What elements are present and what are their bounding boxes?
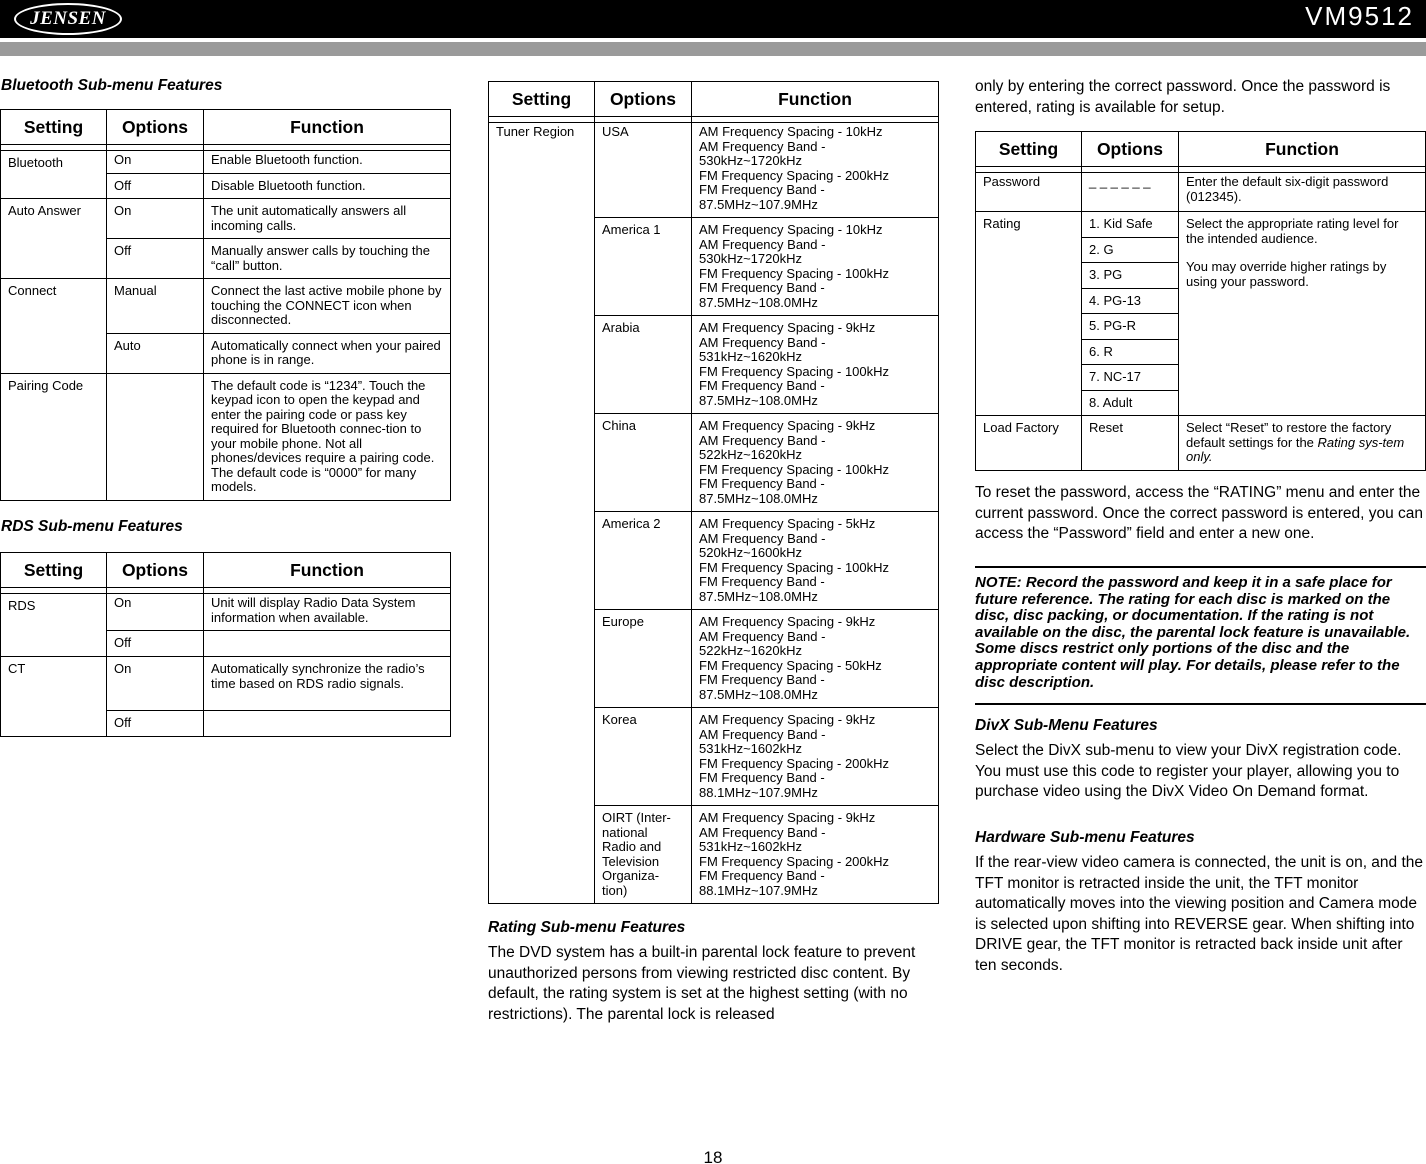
table-cell: On — [107, 657, 204, 711]
table-cell: CT — [1, 657, 107, 737]
col-setting: Setting — [1, 553, 107, 588]
table-cell: On — [107, 151, 204, 174]
table-cell: Manual — [107, 279, 204, 334]
col-function: Function — [692, 82, 939, 117]
header-stripe — [0, 42, 1426, 56]
table-cell: AM Frequency Spacing - 9kHz AM Frequency Band - 522kHz~1620kHz FM Frequency Spacing - 50kHz FM Frequency Band - 87.5MHz~108.0MHz — [692, 610, 939, 708]
table-cell: America 1 — [595, 218, 692, 316]
table-cell — [204, 711, 451, 737]
table-cell: America 2 — [595, 512, 692, 610]
table-cell: 1. Kid Safe — [1082, 212, 1179, 238]
table-cell: 6. R — [1082, 339, 1179, 365]
table-cell: USA — [595, 123, 692, 218]
bluetooth-heading: Bluetooth Sub-menu Features — [1, 77, 223, 94]
table-cell: Manually answer calls by touching the “call” button. — [204, 239, 451, 279]
load-function-text: Select “Reset” to restore the factory default settings for the — [1186, 420, 1392, 450]
table-cell: AM Frequency Spacing - 10kHz AM Frequency Band - 530kHz~1720kHz FM Frequency Spacing - 200kHz FM Frequency Band - 87.5MHz~107.9MHz — [692, 123, 939, 218]
table-cell: AM Frequency Spacing - 10kHz AM Frequency Band - 530kHz~1720kHz FM Frequency Spacing - 100kHz FM Frequency Band - 87.5MHz~108.0MHz — [692, 218, 939, 316]
table-cell: 3. PG — [1082, 263, 1179, 289]
table-cell — [107, 373, 204, 500]
table-cell: 7. NC-17 — [1082, 365, 1179, 391]
rds-heading: RDS Sub-menu Features — [1, 518, 183, 535]
table-cell: 4. PG-13 — [1082, 288, 1179, 314]
table-cell: Connect — [1, 279, 107, 374]
rating-override-text: You may override higher ratings by using your password. — [1186, 259, 1387, 289]
col-function: Function — [204, 110, 451, 145]
table-cell: Reset — [1082, 416, 1179, 471]
table-cell: Enter the default six-digit password (012345). — [1179, 173, 1426, 212]
table-cell: _ _ _ _ _ _ — [1082, 173, 1179, 212]
hardware-heading: Hardware Sub-menu Features — [975, 829, 1195, 846]
table-cell: 8. Adult — [1082, 390, 1179, 416]
table-cell: Unit will display Radio Data System information when available. — [204, 594, 451, 631]
table-cell: Enable Bluetooth function. — [204, 151, 451, 174]
table-cell: AM Frequency Spacing - 9kHz AM Frequency Band - 531kHz~1602kHz FM Frequency Spacing - 200kHz FM Frequency Band - 88.1MHz~107.9MHz — [692, 708, 939, 806]
table-cell: RDS — [1, 594, 107, 657]
col-setting: Setting — [489, 82, 595, 117]
table-cell: OIRT (Inter-national Radio and Television Organiza-tion) — [595, 806, 692, 904]
jensen-logo — [14, 3, 122, 35]
rating-function-text: Select the appropriate rating level for the intended audience. — [1186, 216, 1399, 246]
col3-intro: only by entering the correct password. Once the password is entered, rating is available for setup. — [975, 78, 1391, 116]
table-cell: Europe — [595, 610, 692, 708]
rds-table — [0, 552, 451, 737]
table-cell: AM Frequency Spacing - 9kHz AM Frequency Band - 531kHz~1602kHz FM Frequency Spacing - 200kHz FM Frequency Band - 88.1MHz~107.9MHz — [692, 806, 939, 904]
table-cell: AM Frequency Spacing - 9kHz AM Frequency Band - 522kHz~1620kHz FM Frequency Spacing - 100kHz FM Frequency Band - 87.5MHz~108.0MHz — [692, 414, 939, 512]
table-cell: Arabia — [595, 316, 692, 414]
table-cell: The default code is “1234”. Touch the keypad icon to open the keypad and enter the pairing code or pass key required for Bluetooth connec-tion to your mobile phone. Not all phones/devices require a pairing code. The default code is “0000” for many models. — [204, 373, 451, 500]
rating-heading: Rating Sub-menu Features — [488, 919, 686, 936]
table-cell: AM Frequency Spacing - 9kHz AM Frequency Band - 531kHz~1620kHz FM Frequency Spacing - 100kHz FM Frequency Band - 87.5MHz~108.0MHz — [692, 316, 939, 414]
hardware-paragraph: If the rear-view video camera is connected, the unit is on, and the TFT monitor is retracted inside the unit, the TFT monitor automatically moves into the viewing position and Camera mode is selected upon shifting into REVERSE gear. When shifting into DRIVE gear, the TFT monitor is retracted back inside unit after ten seconds. — [975, 854, 1424, 974]
table-cell: On — [107, 199, 204, 239]
table-cell — [1179, 212, 1426, 416]
table-cell: Off — [107, 173, 204, 199]
table-cell — [1179, 416, 1426, 471]
reset-paragraph: To reset the password, access the “RATING” menu and enter the current password. Once the correct password is entered, you can access the “Password” field and enter a new one. — [975, 484, 1423, 542]
table-cell: On — [107, 594, 204, 631]
table-cell: The unit automatically answers all incoming calls. — [204, 199, 451, 239]
bluetooth-table — [0, 109, 451, 501]
table-cell: 2. G — [1082, 237, 1179, 263]
table-cell: Auto — [107, 333, 204, 373]
col-setting: Setting — [1, 110, 107, 145]
rating-paragraph: The DVD system has a built-in parental lock feature to prevent unauthorized persons from viewing restricted disc content. By default, the rating system is set at the highest setting (with no restrictions). The parental lock is released — [488, 944, 916, 1023]
table-cell: China — [595, 414, 692, 512]
col-options: Options — [1082, 132, 1179, 167]
rating-table — [975, 131, 1426, 471]
col-options: Options — [107, 553, 204, 588]
header-bar — [0, 0, 1426, 38]
col-setting: Setting — [976, 132, 1082, 167]
table-cell: Automatically connect when your paired phone is in range. — [204, 333, 451, 373]
col-function: Function — [1179, 132, 1426, 167]
divx-paragraph: Select the DivX sub-menu to view your DivX registration code. You must use this code to register your player, allowing you to purchase video using the DivX Video On Demand format. — [975, 742, 1402, 800]
load-function-italic: Rating sys-tem only. — [1186, 434, 1405, 464]
note-box: NOTE: Record the password and keep it in a safe place for future reference. The rating for each disc is marked on the disc, disc packing, or documentation. If the rating is not available on the disc, the parental lock feature is unavailable. Some discs restrict only portions of the disc and the appropriate content will play. For details, please refer to the disc description. — [975, 566, 1426, 705]
table-cell: 5. PG-R — [1082, 314, 1179, 340]
table-cell: Off — [107, 239, 204, 279]
brand-name: JENSEN — [30, 8, 106, 29]
table-cell — [204, 631, 451, 657]
tuner-table — [488, 81, 939, 904]
model-number: VM9512 — [1305, 1, 1414, 31]
table-cell: Rating — [976, 212, 1082, 416]
table-cell: Disable Bluetooth function. — [204, 173, 451, 199]
table-cell: Tuner Region — [489, 123, 595, 904]
table-cell: Connect the last active mobile phone by touching the CONNECT icon when disconnected. — [204, 279, 451, 334]
table-cell: Off — [107, 711, 204, 737]
col-options: Options — [107, 110, 204, 145]
table-cell: AM Frequency Spacing - 5kHz AM Frequency Band - 520kHz~1600kHz FM Frequency Spacing - 100kHz FM Frequency Band - 87.5MHz~108.0MHz — [692, 512, 939, 610]
table-cell: Automatically synchronize the radio’s time based on RDS radio signals. — [204, 657, 451, 711]
table-cell: Pairing Code — [1, 373, 107, 500]
col-function: Function — [204, 553, 451, 588]
table-cell: Bluetooth — [1, 151, 107, 199]
table-cell: Off — [107, 631, 204, 657]
table-cell: Korea — [595, 708, 692, 806]
col-options: Options — [595, 82, 692, 117]
table-cell: Auto Answer — [1, 199, 107, 279]
table-cell: Password — [976, 173, 1082, 212]
table-cell: Load Factory — [976, 416, 1082, 471]
page-number: 18 — [703, 1148, 723, 1164]
divx-heading: DivX Sub-Menu Features — [975, 717, 1158, 734]
